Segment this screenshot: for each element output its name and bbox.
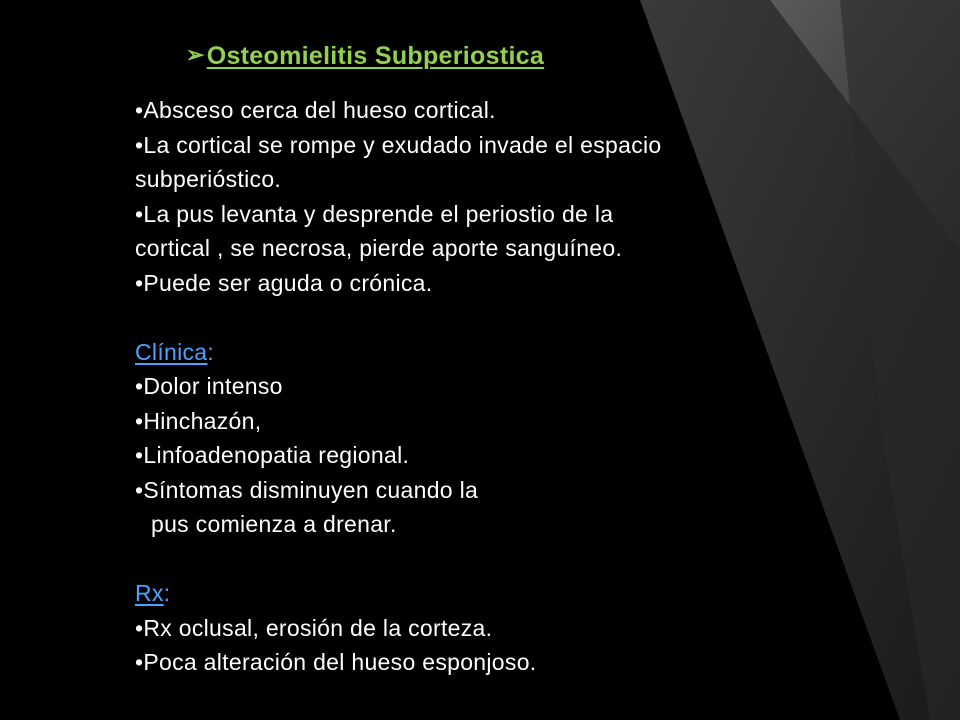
list-item: •Dolor intenso [135, 373, 283, 399]
list-item: •Puede ser aguda o crónica. [135, 269, 433, 296]
spacer [135, 542, 815, 577]
list-item: •La pus levanta y desprende el periostio de la [135, 200, 614, 227]
list-item: subperióstico. [135, 166, 282, 192]
list-item: •Poca alteración del hueso esponjoso. [135, 649, 537, 675]
spacer [135, 300, 815, 335]
arrow-right-icon: ➢ [186, 42, 205, 67]
clinica-heading-link[interactable]: Clínica [135, 338, 208, 365]
slide-title [186, 42, 544, 71]
list-item: •Rx oclusal, erosión de la corteza. [135, 614, 493, 641]
slide-body [135, 93, 815, 680]
rx-heading-colon: : [163, 580, 171, 606]
clinica-heading-colon: : [207, 338, 215, 365]
list-item: •Síntomas disminuyen cuando la [135, 476, 479, 503]
rx-heading [135, 576, 815, 611]
list-item: •Hinchazón, [135, 407, 262, 434]
list-item: •Absceso cerca del hueso cortical. [135, 97, 496, 123]
rx-heading-link[interactable]: Rx [135, 580, 164, 606]
list-item: pus comienza a drenar. [151, 511, 397, 537]
list-item: •La cortical se rompe y exudado invade el espacio [135, 131, 662, 158]
clinica-heading [135, 335, 815, 370]
list-item: cortical , se necrosa, pierde aporte sanguíneo. [135, 235, 623, 261]
slide-title-text: Osteomielitis Subperiostica [206, 42, 545, 70]
list-item: •Linfoadenopatia regional. [135, 442, 410, 468]
